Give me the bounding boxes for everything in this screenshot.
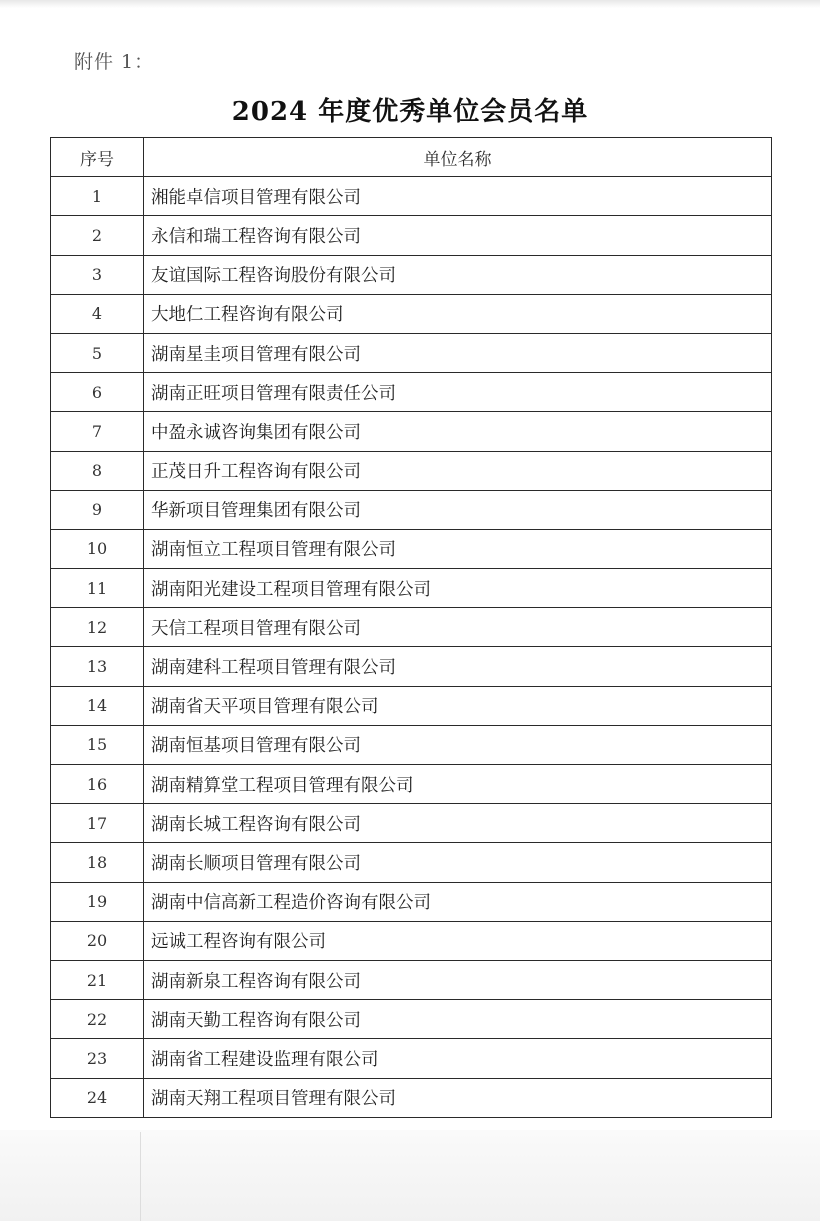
- row-index: 7: [51, 412, 144, 451]
- row-unit-name: 永信和瑞工程咨询有限公司: [144, 216, 772, 255]
- row-index: 15: [51, 725, 144, 764]
- row-unit-name: 湖南建科工程项目管理有限公司: [144, 647, 772, 686]
- table-body: [51, 177, 772, 1118]
- row-unit-name: 友谊国际工程咨询股份有限公司: [144, 255, 772, 294]
- row-unit-name: 大地仁工程咨询有限公司: [144, 294, 772, 333]
- table-header-row: [51, 138, 772, 177]
- table-row: [51, 333, 772, 372]
- faded-table-line: [140, 1132, 141, 1221]
- row-unit-name: 天信工程项目管理有限公司: [144, 608, 772, 647]
- row-unit-name: 湖南精算堂工程项目管理有限公司: [144, 765, 772, 804]
- table-row: [51, 177, 772, 216]
- row-index: 18: [51, 843, 144, 882]
- row-unit-name: 湖南恒基项目管理有限公司: [144, 725, 772, 764]
- row-unit-name: 湖南星圭项目管理有限公司: [144, 333, 772, 372]
- row-index: 24: [51, 1078, 144, 1117]
- row-index: 17: [51, 804, 144, 843]
- table-row: [51, 451, 772, 490]
- row-index: 9: [51, 490, 144, 529]
- member-table: [50, 137, 772, 1118]
- row-index: 20: [51, 921, 144, 960]
- row-unit-name: 湖南天勤工程咨询有限公司: [144, 1000, 772, 1039]
- row-index: 1: [51, 177, 144, 216]
- row-index: 13: [51, 647, 144, 686]
- row-unit-name: 湖南天翔工程项目管理有限公司: [144, 1078, 772, 1117]
- row-unit-name: 正茂日升工程咨询有限公司: [144, 451, 772, 490]
- row-unit-name: 湖南正旺项目管理有限责任公司: [144, 373, 772, 412]
- table-row: [51, 255, 772, 294]
- row-index: 2: [51, 216, 144, 255]
- table-row: [51, 412, 772, 451]
- table-row: [51, 1078, 772, 1117]
- table-row: [51, 686, 772, 725]
- page-bottom-fade: [0, 1130, 820, 1221]
- table-row: [51, 1000, 772, 1039]
- row-index: 3: [51, 255, 144, 294]
- row-index: 10: [51, 529, 144, 568]
- attachment-label: 附件 1：: [74, 51, 155, 73]
- table-row: [51, 608, 772, 647]
- page-title: 2024 年度优秀单位会员名单: [231, 97, 589, 127]
- row-unit-name: 湖南新泉工程咨询有限公司: [144, 960, 772, 999]
- row-index: 12: [51, 608, 144, 647]
- table-row: [51, 843, 772, 882]
- table-row: [51, 1039, 772, 1078]
- table-row: [51, 216, 772, 255]
- row-index: 23: [51, 1039, 144, 1078]
- row-unit-name: 湖南长顺项目管理有限公司: [144, 843, 772, 882]
- table-row: [51, 647, 772, 686]
- column-header-unit-name: 单位名称: [144, 138, 772, 177]
- row-index: 22: [51, 1000, 144, 1039]
- row-index: 6: [51, 373, 144, 412]
- row-index: 21: [51, 960, 144, 999]
- row-unit-name: 湖南长城工程咨询有限公司: [144, 804, 772, 843]
- table-row: [51, 529, 772, 568]
- row-index: 5: [51, 333, 144, 372]
- row-index: 14: [51, 686, 144, 725]
- row-unit-name: 湘能卓信项目管理有限公司: [144, 177, 772, 216]
- row-index: 19: [51, 882, 144, 921]
- row-unit-name: 湖南省天平项目管理有限公司: [144, 686, 772, 725]
- table-row: [51, 882, 772, 921]
- table-row: [51, 490, 772, 529]
- row-index: 16: [51, 765, 144, 804]
- row-unit-name: 中盈永诚咨询集团有限公司: [144, 412, 772, 451]
- table-row: [51, 373, 772, 412]
- table-row: [51, 804, 772, 843]
- table-row: [51, 725, 772, 764]
- table-row: [51, 294, 772, 333]
- row-unit-name: 华新项目管理集团有限公司: [144, 490, 772, 529]
- column-header-index: 序号: [51, 138, 144, 177]
- table-row: [51, 921, 772, 960]
- table-row: [51, 569, 772, 608]
- row-unit-name: 湖南中信高新工程造价咨询有限公司: [144, 882, 772, 921]
- row-index: 11: [51, 569, 144, 608]
- row-index: 4: [51, 294, 144, 333]
- table-row: [51, 765, 772, 804]
- row-unit-name: 湖南恒立工程项目管理有限公司: [144, 529, 772, 568]
- page-top-edge: [0, 0, 820, 8]
- row-unit-name: 湖南阳光建设工程项目管理有限公司: [144, 569, 772, 608]
- row-unit-name: 远诚工程咨询有限公司: [144, 921, 772, 960]
- row-unit-name: 湖南省工程建设监理有限公司: [144, 1039, 772, 1078]
- table-row: [51, 960, 772, 999]
- row-index: 8: [51, 451, 144, 490]
